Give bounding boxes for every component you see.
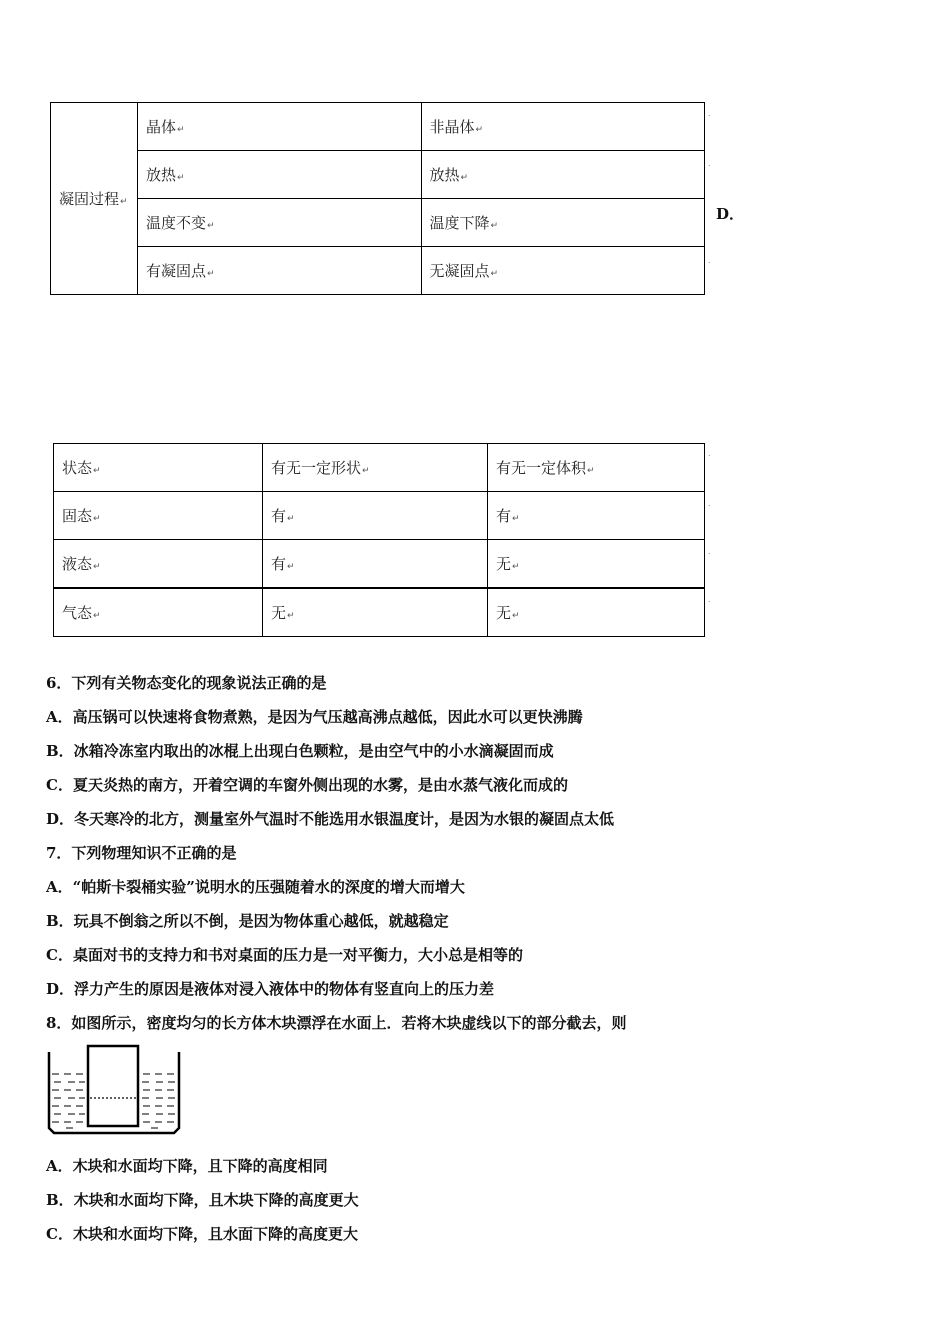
table-cell: 无凝固点↵: [421, 247, 705, 295]
question-8-stem: 8．如图所示，密度均匀的长方体木块漂浮在水面上．若将木块虚线以下的部分截去，则: [46, 1014, 627, 1032]
table-cell: 放热↵: [138, 151, 422, 199]
table-cell: 有↵: [263, 492, 488, 540]
table-cell: 有无一定体积↵: [488, 444, 705, 492]
row-end-mark: ˙: [707, 553, 712, 563]
question-6-stem: 6．下列有关物态变化的现象说法正确的是: [46, 674, 327, 692]
table-cell: 气态↵: [54, 588, 263, 637]
row-end-mark: ˙: [707, 455, 712, 465]
table-cell: 有凝固点↵: [138, 247, 422, 295]
solidification-table: [50, 102, 705, 295]
table-cell: 有无一定形状↵: [263, 444, 488, 492]
table-cell: 有↵: [488, 492, 705, 540]
row-header-cell: 凝固过程↵: [51, 103, 138, 295]
table-cell: 有↵: [263, 540, 488, 589]
states-table: [53, 443, 705, 637]
wooden-block: [88, 1046, 138, 1126]
table-cell: 晶体↵: [138, 103, 422, 151]
table-cell: 无↵: [488, 540, 705, 589]
q7-option-c: C．桌面对书的支持力和书对桌面的压力是一对平衡力，大小总是相等的: [46, 946, 523, 964]
q7-option-a: A．“帕斯卡裂桶实验”说明水的压强随着水的深度的增大而增大: [46, 878, 465, 896]
row-end-mark: ˙: [707, 505, 712, 515]
q6-option-c: C．夏天炎热的南方，开着空调的车窗外侧出现的水雾，是由水蒸气液化而成的: [46, 776, 568, 794]
table-cell: 液态↵: [54, 540, 263, 589]
table-cell: 非晶体↵: [421, 103, 705, 151]
floating-block-figure: [46, 1042, 182, 1138]
option-d-label: D．: [716, 205, 745, 223]
q8-option-c: C．木块和水面均下降，且水面下降的高度更大: [46, 1225, 358, 1243]
q8-option-b: B．木块和水面均下降，且木块下降的高度更大: [46, 1191, 359, 1209]
q8-option-a: A．木块和水面均下降，且下降的高度相同: [46, 1157, 328, 1175]
table-cell: 放热↵: [421, 151, 705, 199]
table-cell: 无↵: [263, 588, 488, 637]
table-cell: 无↵: [488, 588, 705, 637]
q6-option-d: D．冬天寒冷的北方，测量室外气温时不能选用水银温度计，是因为水银的凝固点太低: [46, 810, 615, 828]
table-cell: 固态↵: [54, 492, 263, 540]
q6-option-b: B．冰箱冷冻室内取出的冰棍上出现白色颗粒，是由空气中的小水滴凝固而成: [46, 742, 554, 760]
row-end-mark: ˙: [707, 601, 712, 611]
table-cell: 状态↵: [54, 444, 263, 492]
q6-option-a: A．高压锅可以快速将食物煮熟，是因为气压越高沸点越低，因此水可以更快沸腾: [46, 708, 583, 726]
row-end-mark: ˙: [707, 115, 712, 125]
table-cell: 温度不变↵: [138, 199, 422, 247]
table-cell: 温度下降↵: [421, 199, 705, 247]
question-7-stem: 7．下列物理知识不正确的是: [46, 844, 237, 862]
row-end-mark: ˙: [707, 262, 712, 272]
q7-option-d: D．浮力产生的原因是液体对浸入液体中的物体有竖直向上的压力差: [46, 980, 495, 998]
q7-option-b: B．玩具不倒翁之所以不倒，是因为物体重心越低，就越稳定: [46, 912, 449, 930]
row-end-mark: ˙: [707, 165, 712, 175]
